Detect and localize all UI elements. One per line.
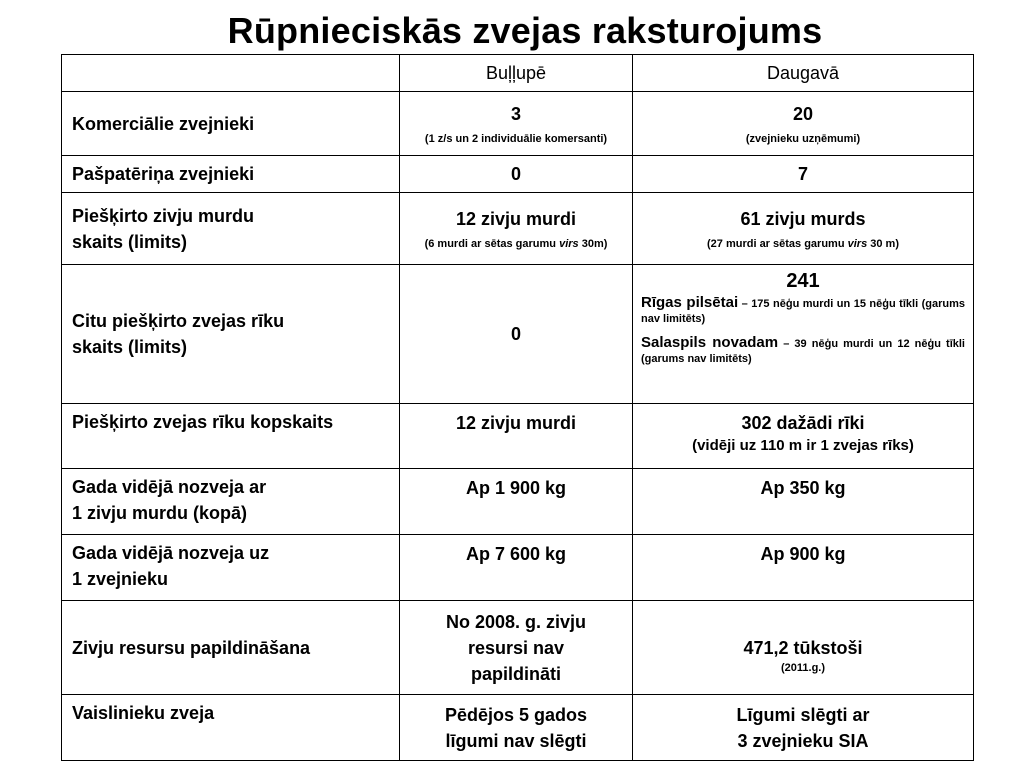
bullupe-value: 0	[400, 265, 633, 404]
place-name: Salaspils novadam	[641, 334, 779, 351]
daugava-value: 61 zivju murds	[740, 209, 866, 229]
row-label	[62, 469, 400, 535]
row-label	[62, 265, 400, 404]
header-empty-cell	[62, 55, 400, 92]
bullupe-line: Pēdējos 5 gados	[444, 704, 588, 725]
limit-text: – 39 nēģu murdi un 12 nēģu tīkli (garums nav limitēts)	[641, 338, 965, 365]
header-daugava: Daugavā	[633, 55, 974, 92]
table-row	[62, 404, 974, 469]
table-row	[62, 469, 974, 535]
daugava-cell	[633, 265, 974, 404]
row-label-line: skaits (limits)	[72, 231, 188, 252]
bullupe-value: 12 zivju murdi	[400, 404, 633, 469]
bullupe-line: No 2008. g. zivju	[445, 611, 587, 632]
table-row	[62, 265, 974, 404]
row-label: Pašpatēriņa zvejnieki	[62, 156, 400, 193]
daugava-cell	[633, 92, 974, 156]
bullupe-value: 0	[400, 156, 633, 193]
daugava-line: Līgumi slēgti ar	[736, 704, 870, 725]
table-row	[62, 695, 974, 761]
table-row	[62, 193, 974, 265]
row-label-line: 1 zvejnieku	[72, 569, 169, 589]
daugava-note: (2011.g.)	[780, 662, 826, 674]
daugava-note: (vidēji uz 110 m ir 1 zvejas rīks)	[692, 437, 914, 454]
daugava-cell	[633, 193, 974, 265]
daugava-cell	[633, 695, 974, 761]
bullupe-value: Ap 7 600 kg	[400, 535, 633, 601]
bullupe-note: (6 murdi ar sētas garumu virs 30m)	[424, 238, 608, 250]
daugava-total: 241	[786, 270, 820, 292]
row-label	[62, 535, 400, 601]
daugava-value: 302 dažādi rīki	[741, 413, 865, 433]
bullupe-value: 3	[510, 104, 521, 124]
row-label: Zivju resursu papildināšana	[62, 601, 400, 695]
row-label: Komerciālie zvejnieki	[62, 92, 400, 156]
page-title: Rūpnieciskās zvejas raksturojums	[227, 10, 823, 51]
bullupe-cell	[400, 601, 633, 695]
daugava-line: 3 zvejnieku SIA	[737, 730, 869, 751]
place-name: Rīgas pilsētai	[641, 294, 739, 311]
daugava-value: Ap 900 kg	[633, 535, 974, 601]
fishing-characteristics-table	[61, 54, 974, 761]
table-header-row	[62, 55, 974, 92]
bullupe-line: resursi nav	[467, 637, 565, 658]
daugava-value: 20	[792, 104, 814, 124]
daugava-value: 7	[633, 156, 974, 193]
row-label-line: Piešķirto zivju murdu	[72, 205, 255, 226]
daugava-cell	[633, 601, 974, 695]
table-row	[62, 535, 974, 601]
row-label: Vaislinieku zveja	[62, 695, 400, 761]
bullupe-value: 12 zivju murdi	[455, 209, 577, 229]
row-label-line: Gada vidējā nozveja uz	[72, 543, 270, 563]
daugava-note: (27 murdi ar sētas garumu virs 30 m)	[707, 238, 899, 250]
bullupe-note: (1 z/s un 2 individuālie komersanti)	[424, 133, 608, 145]
row-label-line: 1 zivju murdu (kopā)	[72, 503, 248, 523]
row-label-line: Citu piešķirto zvejas rīku	[72, 311, 285, 331]
bullupe-line: papildināti	[471, 663, 561, 684]
row-label: Piešķirto zvejas rīku kopskaits	[62, 404, 400, 469]
table-row	[62, 601, 974, 695]
daugava-salaspils-limit	[633, 335, 973, 367]
bullupe-value: Ap 1 900 kg	[400, 469, 633, 535]
daugava-value: Ap 350 kg	[633, 469, 974, 535]
row-label-line: skaits (limits)	[72, 337, 188, 357]
daugava-riga-limit	[633, 295, 973, 327]
daugava-cell	[633, 404, 974, 469]
bullupe-cell	[400, 193, 633, 265]
bullupe-cell	[400, 92, 633, 156]
daugava-note: (zvejnieku uzņēmumi)	[745, 133, 861, 145]
bullupe-line: līgumi nav slēgti	[445, 730, 587, 751]
limit-text: – 175 nēģu murdi un 15 nēģu tīkli (garums nav limitēts)	[641, 298, 965, 325]
header-bullupe: Buļļupē	[400, 55, 633, 92]
bullupe-cell	[400, 695, 633, 761]
table-row	[62, 92, 974, 156]
row-label	[62, 193, 400, 265]
table-row	[62, 156, 974, 193]
row-label-line: Gada vidējā nozveja ar	[72, 477, 267, 497]
daugava-value: 471,2 tūkstoši	[743, 638, 863, 658]
